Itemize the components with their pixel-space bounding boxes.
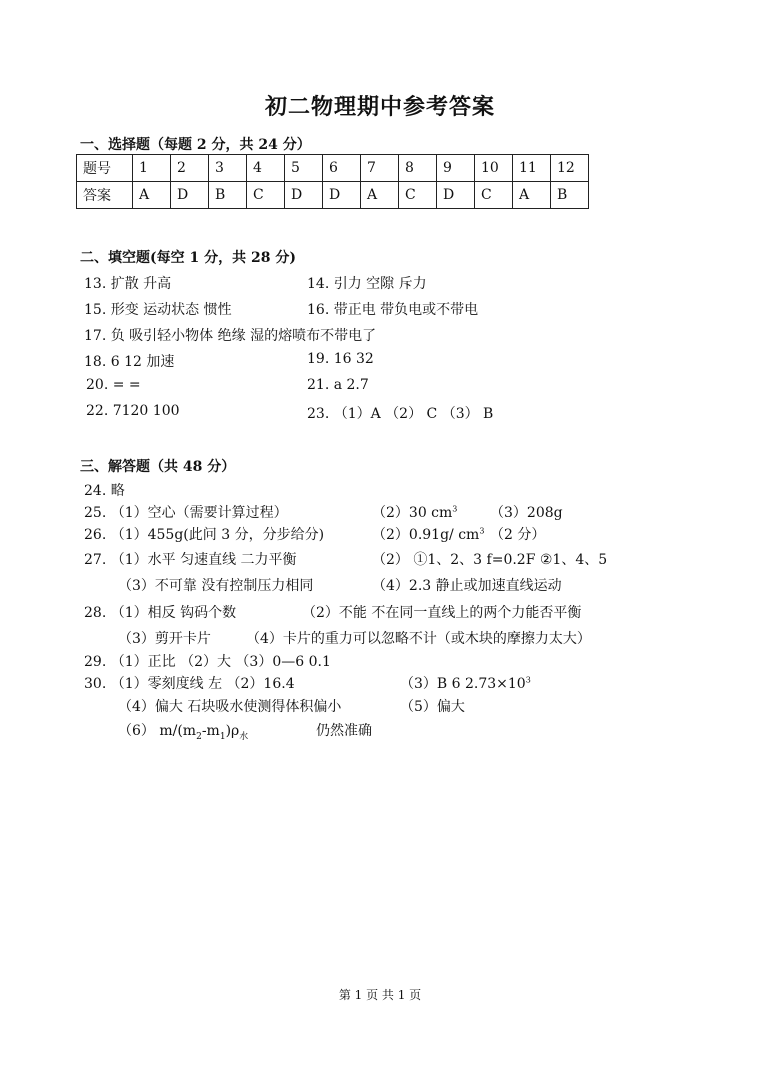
answer-line: 17. 负 吸引轻小物体 绝缘 湿的熔喷布不带电了 <box>84 328 377 344</box>
answer-line: 22. 7120 100 <box>86 403 180 419</box>
answer-line: 24. 略 <box>84 483 125 499</box>
table-cell: 3 <box>209 155 247 182</box>
table-cell: D <box>323 182 361 209</box>
answer-line: 20. = = <box>86 377 141 393</box>
table-cell: A <box>361 182 399 209</box>
answer-line: （2） ①1、2、3 f=0.2F ②1、4、5 <box>372 552 608 568</box>
answer-line: （4）2.3 静止或加速直线运动 <box>372 578 562 594</box>
answer-line <box>372 502 457 522</box>
answer-line: （4）卡片的重力可以忽略不计（或木块的摩擦力太大） <box>246 631 591 647</box>
answer-line: 14. 引力 空隙 斥力 <box>307 276 427 292</box>
table-cell: C <box>399 182 437 209</box>
superscript: 3 <box>452 504 458 514</box>
answer-line: （3）不可靠 没有控制压力相同 <box>118 578 314 594</box>
answer-line: 16. 带正电 带负电或不带电 <box>307 302 479 318</box>
section1-heading: 一、选择题（每题 2 分，共 24 分） <box>80 137 311 153</box>
answer-line: 18. 6 12 加速 <box>84 354 175 370</box>
table-cell: 6 <box>323 155 361 182</box>
answer-line: 19. 16 32 <box>307 351 374 367</box>
answer-text: （3）B 6 2.73×10 <box>400 676 526 692</box>
row-label-answer: 答案 <box>77 182 133 209</box>
section3-heading: 三、解答题（共 48 分） <box>80 459 236 475</box>
answer-line: 23. （1）A （2） C （3） B <box>307 406 494 422</box>
answer-line: （2 分） <box>490 527 546 543</box>
table-cell: B <box>551 182 589 209</box>
subscript: 水 <box>239 731 249 742</box>
table-cell: B <box>209 182 247 209</box>
section2-heading: 二、填空题(每空 1 分，共 28 分) <box>80 250 296 266</box>
answer-line: （3）剪开卡片 <box>118 631 211 647</box>
table-cell: 5 <box>285 155 323 182</box>
page-footer: 第 1 页 共 1 页 <box>338 988 422 1002</box>
table-cell: A <box>133 182 171 209</box>
table-cell: A <box>513 182 551 209</box>
table-cell: 10 <box>475 155 513 182</box>
table-cell: 4 <box>247 155 285 182</box>
answer-line: 21. a 2.7 <box>307 377 369 393</box>
table-cell: 2 <box>171 155 209 182</box>
answer-line: 28. （1）相反 钩码个数 <box>84 605 237 621</box>
table-cell: 11 <box>513 155 551 182</box>
table-cell: 9 <box>437 155 475 182</box>
answer-text: （6） m/(m <box>118 723 197 739</box>
answer-line: 29. （1）正比 （2）大 （3）0—6 0.1 <box>84 654 331 670</box>
answer-line <box>372 524 484 544</box>
answer-line <box>400 673 531 693</box>
subscript: 2 <box>196 731 202 742</box>
row-label-number: 题号 <box>77 155 133 182</box>
table-row <box>77 155 589 182</box>
answer-text: （2）0.91g/ cm <box>372 527 480 543</box>
subscript: 1 <box>219 731 226 742</box>
table-cell: 8 <box>399 155 437 182</box>
table-cell: D <box>437 182 475 209</box>
answer-line: 仍然准确 <box>316 723 372 739</box>
table-row <box>77 182 589 209</box>
table-cell: D <box>171 182 209 209</box>
table-cell: 7 <box>361 155 399 182</box>
table-cell: 1 <box>133 155 171 182</box>
answer-text: （2）30 cm <box>372 505 453 521</box>
table-cell: D <box>285 182 323 209</box>
answer-line: （5）偏大 <box>400 699 465 715</box>
answer-line: （2）不能 不在同一直线上的两个力能否平衡 <box>302 605 582 621</box>
answer-line: （4）偏大 石块吸水使测得体积偏小 <box>118 699 342 715</box>
answer-line: 30. （1）零刻度线 左 （2）16.4 <box>84 676 295 692</box>
answer-line: 15. 形变 运动状态 惯性 <box>84 302 232 318</box>
superscript: 3 <box>479 526 485 536</box>
answer-line: 26. （1）455g(此问 3 分，分步给分) <box>84 527 325 543</box>
answer-line: 27. （1）水平 匀速直线 二力平衡 <box>84 552 297 568</box>
table-cell: C <box>475 182 513 209</box>
answer-text: )ρ <box>225 723 240 739</box>
answer-line: 13. 扩散 升高 <box>84 276 172 292</box>
answer-line <box>118 720 248 742</box>
table-cell: 12 <box>551 155 589 182</box>
superscript: 3 <box>525 675 531 685</box>
answer-line: （3）208g <box>490 505 563 521</box>
table-cell: C <box>247 182 285 209</box>
answer-table <box>76 154 589 209</box>
answer-text: -m <box>201 723 220 739</box>
page-title: 初二物理期中参考答案 <box>264 94 495 120</box>
answer-line: 25. （1）空心（需要计算过程） <box>84 505 288 521</box>
